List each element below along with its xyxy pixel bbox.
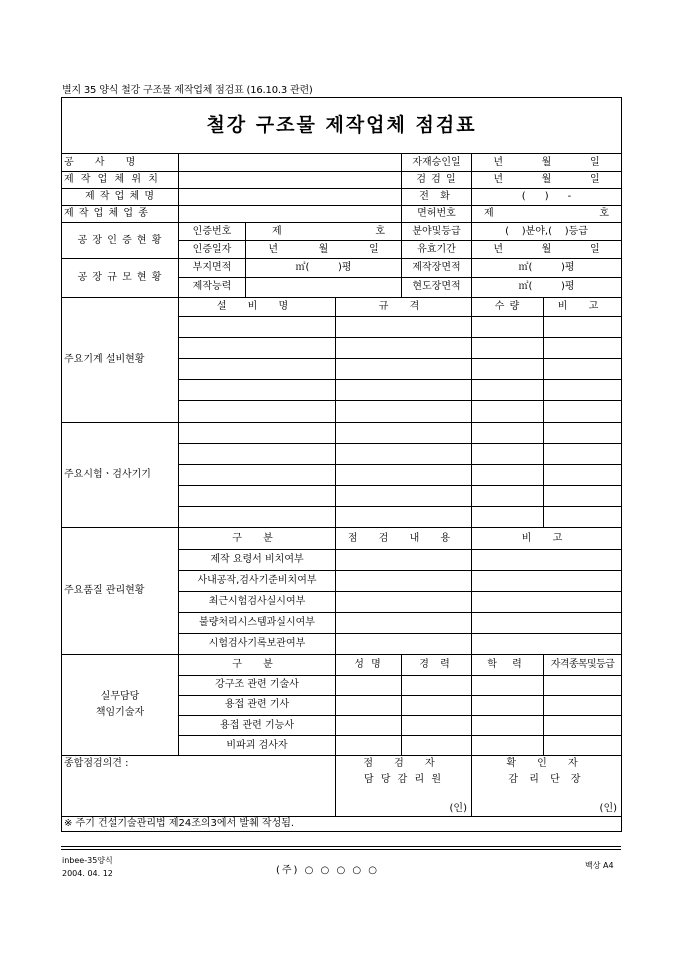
equipment-spec-cell[interactable] [336, 401, 472, 422]
cert-no-field[interactable] [246, 222, 402, 240]
capacity-field[interactable] [246, 278, 402, 297]
quality-content-cell[interactable] [336, 613, 472, 634]
form-title: 철강 구조물 제작업체 점검표 [62, 98, 622, 154]
cert-no-ho: 호 [375, 225, 385, 237]
confirmer-seal[interactable]: (인) [472, 788, 622, 816]
company-name-field[interactable] [179, 188, 402, 205]
inspection-date-label: 검 검 일 [402, 171, 472, 188]
license-je: 제 [484, 207, 494, 219]
cert-no-label: 인증번호 [179, 222, 246, 240]
engineers-label-line1: 실무담당 [100, 691, 140, 703]
quality-item: 제작 요령서 비치여부 [179, 549, 336, 570]
site-area-field[interactable]: ㎡( )평 [246, 259, 402, 278]
inspection-form-table [61, 97, 622, 832]
factory-location-field[interactable] [179, 171, 402, 188]
engineers-career-header: 경 력 [402, 655, 472, 675]
quality-item: 최근시험검사실시여부 [179, 591, 336, 612]
engineer-item: 용접 관련 기사 [179, 695, 336, 715]
equipment-name-cell[interactable] [179, 337, 336, 358]
equipment-spec-cell[interactable] [336, 359, 472, 380]
material-approval-field[interactable] [472, 154, 622, 171]
month-unit: 월 [541, 156, 552, 168]
quality-content-cell[interactable] [336, 570, 472, 591]
field-area-label: 현도장면적 [402, 278, 472, 297]
equipment-qty-cell[interactable] [472, 316, 544, 337]
equipment-qty-cell[interactable] [472, 359, 544, 380]
engineer-career-cell[interactable] [402, 675, 472, 695]
quality-note-cell[interactable] [472, 613, 622, 634]
engineer-item: 용접 관련 기능사 [179, 715, 336, 735]
inspector-seal[interactable]: (인) [336, 788, 472, 816]
engineers-label-line2: 책임기술자 [95, 707, 145, 719]
equipment-qty-header: 수 량 [472, 297, 544, 316]
test-qty-cell[interactable] [472, 507, 544, 528]
valid-period-field[interactable] [472, 241, 622, 259]
engineer-name-cell[interactable] [336, 675, 402, 695]
engineer-career-cell[interactable] [402, 715, 472, 735]
certification-label: 공 장 인 증 현 황 [62, 222, 179, 258]
equipment-qty-cell[interactable] [472, 380, 544, 401]
engineer-item: 비파괴 검사자 [179, 736, 336, 756]
footer-rule-top [61, 846, 621, 847]
project-name-label: 공 사 명 [62, 154, 179, 171]
opinion-label: 종합점검의견 : [64, 758, 129, 770]
confirmer-role: 감 리 단 장 [472, 772, 622, 788]
equipment-note-cell[interactable] [544, 337, 622, 358]
test-note-cell[interactable] [544, 507, 622, 528]
quality-note-cell[interactable] [472, 549, 622, 570]
scale-label: 공 장 규 모 현 황 [62, 259, 179, 297]
test-equipment-label: 주요시험ㆍ검사기기 [62, 422, 179, 528]
engineer-career-cell[interactable] [402, 695, 472, 715]
engineer-education-cell[interactable] [472, 715, 544, 735]
inspector-label: 점 검 자 [336, 756, 472, 772]
business-type-field[interactable] [179, 205, 402, 222]
test-qty-cell[interactable] [472, 486, 544, 507]
quality-note-header: 비 고 [472, 528, 622, 549]
test-name-cell[interactable] [179, 486, 336, 507]
test-name-cell[interactable] [179, 464, 336, 485]
material-approval-label: 자재승인일 [402, 154, 472, 171]
project-name-field[interactable] [179, 154, 402, 171]
business-type-label: 제 작 업 체 업 종 [62, 205, 179, 222]
phone-label: 전 화 [402, 188, 472, 205]
footnote: ※ 주기 건설기술관리법 제24조의3에서 발췌 작성됨. [62, 816, 622, 831]
paper-spec: 백상 A4 [585, 861, 614, 870]
test-name-cell[interactable] [179, 507, 336, 528]
equipment-name-cell[interactable] [179, 359, 336, 380]
equipment-spec-cell[interactable] [336, 316, 472, 337]
quality-content-cell[interactable] [336, 634, 472, 655]
equipment-spec-cell[interactable] [336, 337, 472, 358]
field-grade-field[interactable]: ( )분야,( )등급 [472, 222, 622, 240]
factory-area-field[interactable]: ㎡( )평 [472, 259, 622, 278]
quality-note-cell[interactable] [472, 570, 622, 591]
engineer-education-cell[interactable] [472, 736, 544, 756]
test-note-cell[interactable] [544, 443, 622, 464]
cert-date-field[interactable] [246, 241, 402, 259]
quality-category-header: 구 분 [179, 528, 336, 549]
engineer-license-cell[interactable] [544, 675, 622, 695]
cert-no-je: 제 [272, 225, 282, 237]
quality-note-cell[interactable] [472, 591, 622, 612]
engineer-name-cell[interactable] [336, 695, 402, 715]
test-spec-cell[interactable] [336, 422, 472, 443]
quality-content-cell[interactable] [336, 549, 472, 570]
engineer-name-cell[interactable] [336, 736, 402, 756]
test-qty-cell[interactable] [472, 464, 544, 485]
test-spec-cell[interactable] [336, 507, 472, 528]
quality-item: 시험검사기록보관여부 [179, 634, 336, 655]
test-note-cell[interactable] [544, 486, 622, 507]
quality-label: 주요품질 관리현황 [62, 528, 179, 655]
quality-content-cell[interactable] [336, 591, 472, 612]
equipment-note-cell[interactable] [544, 380, 622, 401]
month-unit: 월 [541, 173, 552, 185]
equipment-note-header: 비 고 [544, 297, 622, 316]
test-note-cell[interactable] [544, 422, 622, 443]
test-note-cell[interactable] [544, 464, 622, 485]
test-name-cell[interactable] [179, 443, 336, 464]
valid-period-label: 유효기간 [402, 241, 472, 259]
site-area-label: 부지면적 [179, 259, 246, 278]
equipment-name-cell[interactable] [179, 401, 336, 422]
equipment-name-header: 설 비 명 [179, 297, 336, 316]
month-unit: 월 [318, 243, 329, 255]
engineer-license-cell[interactable] [544, 695, 622, 715]
quality-content-header: 점 검 내 용 [336, 528, 472, 549]
day-unit: 일 [589, 173, 600, 185]
engineer-license-cell[interactable] [544, 715, 622, 735]
form-code: inbee-35양식 [62, 856, 113, 865]
quality-item: 사내공작,검사기준비치여부 [179, 570, 336, 591]
engineers-category-header: 구 분 [179, 655, 336, 675]
equipment-name-cell[interactable] [179, 316, 336, 337]
engineers-name-header: 성 명 [336, 655, 402, 675]
license-no-label: 면허번호 [402, 205, 472, 222]
field-grade-label: 분야및등급 [402, 222, 472, 240]
day-unit: 일 [589, 156, 600, 168]
equipment-qty-cell[interactable] [472, 337, 544, 358]
test-qty-cell[interactable] [472, 422, 544, 443]
confirmer-label: 확 인 자 [472, 756, 622, 772]
year-unit: 년 [268, 243, 278, 255]
corporation-name: (주) ○ ○ ○ ○ ○ [276, 865, 379, 876]
cert-date-label: 인증일자 [179, 241, 246, 259]
equipment-name-cell[interactable] [179, 380, 336, 401]
month-unit: 월 [541, 243, 552, 255]
test-spec-cell[interactable] [336, 443, 472, 464]
engineer-education-cell[interactable] [472, 695, 544, 715]
year-unit: 년 [493, 156, 503, 168]
opinion-field[interactable] [62, 756, 336, 816]
quality-item: 불량처리시스템과실시여부 [179, 613, 336, 634]
form-caption: 별지 35 양식 철강 구조물 제작업체 점검표 (16.10.3 관련) [62, 85, 313, 96]
test-name-cell[interactable] [179, 422, 336, 443]
engineers-license-header: 자격종목및등급 [544, 655, 622, 675]
year-unit: 년 [493, 173, 503, 185]
test-qty-cell[interactable] [472, 443, 544, 464]
company-name-label: 제 작 업 체 명 [62, 188, 179, 205]
factory-location-label: 제 작 업 체 위 치 [62, 171, 179, 188]
engineer-career-cell[interactable] [402, 736, 472, 756]
test-spec-cell[interactable] [336, 486, 472, 507]
equipment-spec-cell[interactable] [336, 380, 472, 401]
equipment-spec-header: 규 격 [336, 297, 472, 316]
form-date: 2004. 04. 12 [62, 869, 113, 878]
engineers-label [62, 655, 179, 756]
engineer-name-cell[interactable] [336, 715, 402, 735]
equipment-qty-cell[interactable] [472, 401, 544, 422]
equipment-note-cell[interactable] [544, 359, 622, 380]
license-ho: 호 [599, 207, 610, 219]
footer-rule-bottom [61, 849, 621, 850]
inspector-role: 담 당 감 리 원 [336, 772, 472, 788]
engineer-license-cell[interactable] [544, 736, 622, 756]
capacity-label: 제작능력 [179, 278, 246, 297]
test-spec-cell[interactable] [336, 464, 472, 485]
equipment-note-cell[interactable] [544, 316, 622, 337]
quality-note-cell[interactable] [472, 634, 622, 655]
day-unit: 일 [589, 243, 600, 255]
phone-field[interactable]: ( ) - [472, 188, 622, 205]
field-area-field[interactable]: ㎡( )평 [472, 278, 622, 297]
engineer-item: 강구조 관련 기술사 [179, 675, 336, 695]
day-unit: 일 [368, 243, 379, 255]
equipment-note-cell[interactable] [544, 401, 622, 422]
year-unit: 년 [493, 243, 503, 255]
engineers-education-header: 학 력 [472, 655, 544, 675]
inspection-date-field[interactable] [472, 171, 622, 188]
engineer-education-cell[interactable] [472, 675, 544, 695]
equipment-label: 주요기계 설비현황 [62, 297, 179, 422]
license-no-field[interactable] [472, 205, 622, 222]
factory-area-label: 제작장면적 [402, 259, 472, 278]
